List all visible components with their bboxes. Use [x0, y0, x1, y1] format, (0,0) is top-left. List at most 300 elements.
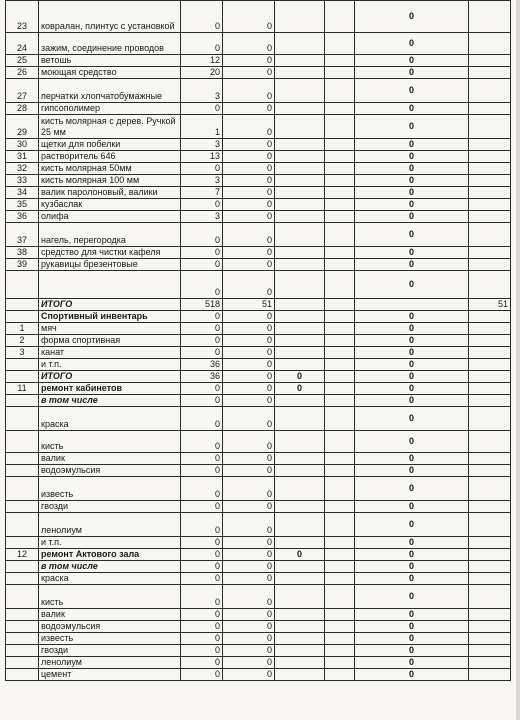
table-body: [6, 1, 511, 681]
extra-amount-cell: [275, 561, 325, 573]
item-name-cell: кисть молярная с дерев. Ручкой 25 мм: [39, 115, 181, 139]
blank-cell: [325, 669, 355, 681]
balance-cell: 0: [355, 335, 469, 347]
table-row: [6, 359, 511, 371]
blank-cell: [325, 609, 355, 621]
table-row: [6, 501, 511, 513]
table-row: [6, 175, 511, 187]
balance-cell: 0: [355, 211, 469, 223]
total-cell: [469, 645, 511, 657]
total-cell: [469, 573, 511, 585]
balance-cell: 0: [355, 585, 469, 609]
table-row: [6, 371, 511, 383]
blank-cell: [325, 561, 355, 573]
table-row: [6, 395, 511, 407]
item-name-cell: моющая средство: [39, 67, 181, 79]
table-row: [6, 407, 511, 431]
item-name-cell: кисть: [39, 585, 181, 609]
balance-cell: 0: [355, 271, 469, 299]
table-row: [6, 549, 511, 561]
total-cell: [469, 513, 511, 537]
plan-amount-cell: 20: [181, 67, 223, 79]
row-number-cell: 12: [6, 549, 39, 561]
row-number-cell: [6, 609, 39, 621]
total-cell: [469, 139, 511, 151]
row-number-cell: 3: [6, 347, 39, 359]
plan-amount-cell: 3: [181, 211, 223, 223]
item-name-cell: гипсополимер: [39, 103, 181, 115]
extra-amount-cell: [275, 431, 325, 453]
plan-amount-cell: 0: [181, 383, 223, 395]
blank-cell: [325, 383, 355, 395]
extra-amount-cell: [275, 395, 325, 407]
balance-cell: 0: [355, 347, 469, 359]
row-number-cell: [6, 537, 39, 549]
plan-amount-cell: 0: [181, 669, 223, 681]
item-name-cell: растворитель 646: [39, 151, 181, 163]
row-number-cell: 27: [6, 79, 39, 103]
item-name-cell: щетки для побелки: [39, 139, 181, 151]
total-cell: [469, 383, 511, 395]
total-cell: [469, 187, 511, 199]
total-cell: [469, 323, 511, 335]
extra-amount-cell: [275, 199, 325, 211]
row-number-cell: 37: [6, 223, 39, 247]
plan-amount-cell: 0: [181, 247, 223, 259]
balance-cell: 0: [355, 621, 469, 633]
plan-amount-cell: 0: [181, 501, 223, 513]
extra-amount-cell: [275, 621, 325, 633]
table-row: [6, 187, 511, 199]
item-name-cell: зажим, соединение проводов: [39, 33, 181, 55]
balance-cell: 0: [355, 537, 469, 549]
balance-cell: 0: [355, 513, 469, 537]
blank-cell: [325, 323, 355, 335]
extra-amount-cell: [275, 187, 325, 199]
plan-amount-cell: 1: [181, 115, 223, 139]
blank-cell: [325, 1, 355, 33]
table-row: [6, 271, 511, 299]
plan-amount-cell: 0: [181, 335, 223, 347]
table-row: [6, 311, 511, 323]
blank-cell: [325, 139, 355, 151]
plan-amount-cell: 0: [181, 323, 223, 335]
actual-amount-cell: 51: [223, 299, 275, 311]
table-row: [6, 1, 511, 33]
blank-cell: [325, 199, 355, 211]
row-number-cell: 36: [6, 211, 39, 223]
item-name-cell: ковралан, плинтус с установкой: [39, 1, 181, 33]
row-number-cell: 1: [6, 323, 39, 335]
total-cell: [469, 501, 511, 513]
item-name-cell: кисть: [39, 431, 181, 453]
plan-amount-cell: 36: [181, 371, 223, 383]
item-name-cell: форма спортивная: [39, 335, 181, 347]
total-cell: [469, 55, 511, 67]
total-cell: [469, 453, 511, 465]
row-number-cell: [6, 501, 39, 513]
extra-amount-cell: [275, 669, 325, 681]
table-row: [6, 199, 511, 211]
table-row: [6, 55, 511, 67]
plan-amount-cell: 0: [181, 223, 223, 247]
table-row: [6, 585, 511, 609]
table-row: [6, 453, 511, 465]
extra-amount-cell: [275, 175, 325, 187]
blank-cell: [325, 115, 355, 139]
actual-amount-cell: 0: [223, 621, 275, 633]
actual-amount-cell: 0: [223, 67, 275, 79]
item-name-cell: [39, 271, 181, 299]
balance-cell: 0: [355, 561, 469, 573]
table-row: [6, 259, 511, 271]
blank-cell: [325, 223, 355, 247]
actual-amount-cell: 0: [223, 347, 275, 359]
total-cell: [469, 199, 511, 211]
blank-cell: [325, 645, 355, 657]
extra-amount-cell: [275, 103, 325, 115]
extra-amount-cell: [275, 513, 325, 537]
row-number-cell: [6, 371, 39, 383]
blank-cell: [325, 407, 355, 431]
total-cell: [469, 657, 511, 669]
row-number-cell: [6, 645, 39, 657]
item-name-cell: валик: [39, 609, 181, 621]
plan-amount-cell: 0: [181, 1, 223, 33]
extra-amount-cell: [275, 609, 325, 621]
table-row: [6, 151, 511, 163]
blank-cell: [325, 187, 355, 199]
row-number-cell: [6, 465, 39, 477]
item-name-cell: валик паролоновый, валики: [39, 187, 181, 199]
extra-amount-cell: [275, 501, 325, 513]
item-name-cell: средство для чистки кафеля: [39, 247, 181, 259]
extra-amount-cell: [275, 223, 325, 247]
plan-amount-cell: 3: [181, 139, 223, 151]
plan-amount-cell: 36: [181, 359, 223, 371]
actual-amount-cell: 0: [223, 477, 275, 501]
total-cell: [469, 151, 511, 163]
balance-cell: 0: [355, 477, 469, 501]
item-name-cell: краска: [39, 573, 181, 585]
row-number-cell: 26: [6, 67, 39, 79]
item-name-cell: гвозди: [39, 501, 181, 513]
actual-amount-cell: 0: [223, 537, 275, 549]
table-row: [6, 465, 511, 477]
balance-cell: 0: [355, 573, 469, 585]
plan-amount-cell: 0: [181, 657, 223, 669]
balance-cell: 0: [355, 115, 469, 139]
actual-amount-cell: 0: [223, 311, 275, 323]
balance-cell: 0: [355, 175, 469, 187]
item-name-cell: ленолиум: [39, 513, 181, 537]
actual-amount-cell: 0: [223, 103, 275, 115]
row-number-cell: [6, 621, 39, 633]
blank-cell: [325, 633, 355, 645]
item-name-cell: рукавицы брезентовые: [39, 259, 181, 271]
plan-amount-cell: 0: [181, 271, 223, 299]
row-number-cell: [6, 311, 39, 323]
row-number-cell: [6, 633, 39, 645]
row-number-cell: 38: [6, 247, 39, 259]
extra-amount-cell: [275, 151, 325, 163]
balance-cell: 0: [355, 199, 469, 211]
plan-amount-cell: 12: [181, 55, 223, 67]
balance-cell: 0: [355, 103, 469, 115]
blank-cell: [325, 79, 355, 103]
plan-amount-cell: 3: [181, 175, 223, 187]
extra-amount-cell: [275, 247, 325, 259]
blank-cell: [325, 431, 355, 453]
row-number-cell: [6, 299, 39, 311]
balance-cell: 0: [355, 633, 469, 645]
plan-amount-cell: 0: [181, 465, 223, 477]
total-cell: 51: [469, 299, 511, 311]
blank-cell: [325, 103, 355, 115]
extra-amount-cell: [275, 163, 325, 175]
item-name-cell: в том числе: [39, 395, 181, 407]
actual-amount-cell: 0: [223, 79, 275, 103]
item-name-cell: кисть молярная 100 мм: [39, 175, 181, 187]
balance-cell: 0: [355, 79, 469, 103]
plan-amount-cell: 0: [181, 549, 223, 561]
blank-cell: [325, 211, 355, 223]
row-number-cell: 31: [6, 151, 39, 163]
blank-cell: [325, 359, 355, 371]
blank-cell: [325, 371, 355, 383]
row-number-cell: [6, 453, 39, 465]
item-name-cell: кузбаслак: [39, 199, 181, 211]
item-name-cell: олифа: [39, 211, 181, 223]
total-cell: [469, 163, 511, 175]
plan-amount-cell: 0: [181, 609, 223, 621]
plan-amount-cell: 13: [181, 151, 223, 163]
total-cell: [469, 609, 511, 621]
row-number-cell: [6, 407, 39, 431]
plan-amount-cell: 0: [181, 477, 223, 501]
plan-amount-cell: 0: [181, 163, 223, 175]
total-cell: [469, 669, 511, 681]
item-name-cell: гвозди: [39, 645, 181, 657]
actual-amount-cell: 0: [223, 259, 275, 271]
row-number-cell: [6, 431, 39, 453]
plan-amount-cell: 0: [181, 561, 223, 573]
actual-amount-cell: 0: [223, 407, 275, 431]
plan-amount-cell: 0: [181, 621, 223, 633]
row-number-cell: 32: [6, 163, 39, 175]
blank-cell: [325, 585, 355, 609]
plan-amount-cell: 0: [181, 33, 223, 55]
blank-cell: [325, 311, 355, 323]
table-row: [6, 561, 511, 573]
blank-cell: [325, 465, 355, 477]
extra-amount-cell: [275, 477, 325, 501]
blank-cell: [325, 453, 355, 465]
table-row: [6, 621, 511, 633]
blank-cell: [325, 67, 355, 79]
item-name-cell: ремонт кабинетов: [39, 383, 181, 395]
row-number-cell: [6, 395, 39, 407]
item-name-cell: перчатки хлопчатобумажные: [39, 79, 181, 103]
actual-amount-cell: 0: [223, 1, 275, 33]
table-row: [6, 323, 511, 335]
extra-amount-cell: [275, 407, 325, 431]
extra-amount-cell: [275, 645, 325, 657]
plan-amount-cell: 0: [181, 585, 223, 609]
row-number-cell: 33: [6, 175, 39, 187]
table-row: [6, 657, 511, 669]
extra-amount-cell: [275, 259, 325, 271]
plan-amount-cell: 0: [181, 311, 223, 323]
table-row: [6, 431, 511, 453]
extra-amount-cell: [275, 335, 325, 347]
row-number-cell: [6, 359, 39, 371]
total-cell: [469, 395, 511, 407]
row-number-cell: [6, 477, 39, 501]
balance-cell: 0: [355, 609, 469, 621]
actual-amount-cell: 0: [223, 501, 275, 513]
extra-amount-cell: 0: [275, 549, 325, 561]
plan-amount-cell: 0: [181, 573, 223, 585]
row-number-cell: [6, 669, 39, 681]
actual-amount-cell: 0: [223, 323, 275, 335]
balance-cell: 0: [355, 67, 469, 79]
total-cell: [469, 223, 511, 247]
row-number-cell: [6, 657, 39, 669]
plan-amount-cell: 7: [181, 187, 223, 199]
item-name-cell: ИТОГО: [39, 371, 181, 383]
table-row: [6, 211, 511, 223]
row-number-cell: 11: [6, 383, 39, 395]
extra-amount-cell: [275, 465, 325, 477]
blank-cell: [325, 163, 355, 175]
total-cell: [469, 359, 511, 371]
actual-amount-cell: 0: [223, 465, 275, 477]
plan-amount-cell: 0: [181, 259, 223, 271]
blank-cell: [325, 621, 355, 633]
total-cell: [469, 621, 511, 633]
plan-amount-cell: 3: [181, 79, 223, 103]
extra-amount-cell: [275, 347, 325, 359]
item-name-cell: Спортивный инвентарь: [39, 311, 181, 323]
total-cell: [469, 259, 511, 271]
table-row: [6, 633, 511, 645]
row-number-cell: 25: [6, 55, 39, 67]
table-row: [6, 247, 511, 259]
blank-cell: [325, 549, 355, 561]
total-cell: [469, 103, 511, 115]
total-cell: [469, 115, 511, 139]
table-row: [6, 223, 511, 247]
total-cell: [469, 347, 511, 359]
table-row: [6, 513, 511, 537]
blank-cell: [325, 395, 355, 407]
blank-cell: [325, 33, 355, 55]
balance-cell: 0: [355, 465, 469, 477]
table-row: [6, 67, 511, 79]
table-row: [6, 347, 511, 359]
table-row: [6, 299, 511, 311]
item-name-cell: краска: [39, 407, 181, 431]
extra-amount-cell: [275, 633, 325, 645]
total-cell: [469, 537, 511, 549]
actual-amount-cell: 0: [223, 163, 275, 175]
balance-cell: 0: [355, 645, 469, 657]
item-name-cell: мяч: [39, 323, 181, 335]
blank-cell: [325, 271, 355, 299]
total-cell: [469, 1, 511, 33]
extra-amount-cell: [275, 657, 325, 669]
extra-amount-cell: [275, 211, 325, 223]
balance-cell: 0: [355, 151, 469, 163]
actual-amount-cell: 0: [223, 33, 275, 55]
total-cell: [469, 549, 511, 561]
item-name-cell: нагель, перегородка: [39, 223, 181, 247]
balance-cell: 0: [355, 359, 469, 371]
actual-amount-cell: 0: [223, 645, 275, 657]
total-cell: [469, 431, 511, 453]
blank-cell: [325, 537, 355, 549]
row-number-cell: 30: [6, 139, 39, 151]
actual-amount-cell: 0: [223, 395, 275, 407]
actual-amount-cell: 0: [223, 175, 275, 187]
blank-cell: [325, 259, 355, 271]
extra-amount-cell: [275, 311, 325, 323]
blank-cell: [325, 513, 355, 537]
extra-amount-cell: 0: [275, 371, 325, 383]
extra-amount-cell: [275, 323, 325, 335]
item-name-cell: водоэмульсия: [39, 621, 181, 633]
extra-amount-cell: [275, 537, 325, 549]
blank-cell: [325, 573, 355, 585]
balance-cell: 0: [355, 371, 469, 383]
item-name-cell: водоэмульсия: [39, 465, 181, 477]
row-number-cell: [6, 585, 39, 609]
row-number-cell: [6, 271, 39, 299]
balance-cell: 0: [355, 247, 469, 259]
extra-amount-cell: [275, 299, 325, 311]
plan-amount-cell: 0: [181, 537, 223, 549]
item-name-cell: и т.п.: [39, 359, 181, 371]
plan-amount-cell: 0: [181, 199, 223, 211]
actual-amount-cell: 0: [223, 139, 275, 151]
actual-amount-cell: 0: [223, 335, 275, 347]
total-cell: [469, 79, 511, 103]
actual-amount-cell: 0: [223, 371, 275, 383]
actual-amount-cell: 0: [223, 359, 275, 371]
blank-cell: [325, 657, 355, 669]
actual-amount-cell: 0: [223, 513, 275, 537]
row-number-cell: [6, 513, 39, 537]
actual-amount-cell: 0: [223, 549, 275, 561]
item-name-cell: ленолиум: [39, 657, 181, 669]
blank-cell: [325, 175, 355, 187]
extra-amount-cell: [275, 67, 325, 79]
table-row: [6, 477, 511, 501]
balance-cell: 0: [355, 501, 469, 513]
table-row: [6, 335, 511, 347]
item-name-cell: цемент: [39, 669, 181, 681]
balance-cell: 0: [355, 163, 469, 175]
total-cell: [469, 33, 511, 55]
total-cell: [469, 211, 511, 223]
actual-amount-cell: 0: [223, 609, 275, 621]
row-number-cell: [6, 573, 39, 585]
extra-amount-cell: [275, 271, 325, 299]
actual-amount-cell: 0: [223, 115, 275, 139]
extra-amount-cell: [275, 55, 325, 67]
total-cell: [469, 561, 511, 573]
